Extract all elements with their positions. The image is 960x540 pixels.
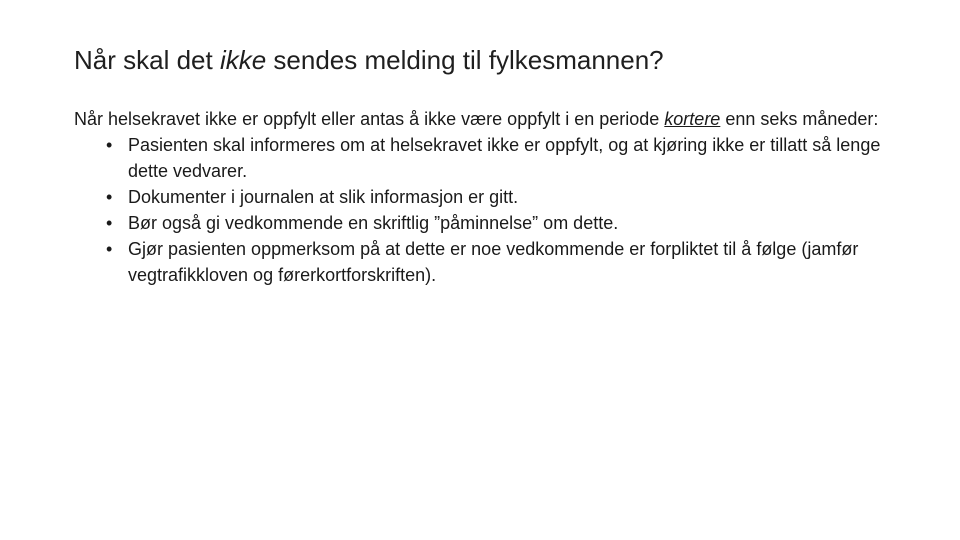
bullet-icon: • xyxy=(106,213,113,233)
slide-title xyxy=(74,42,914,78)
bullet-text: Dokumenter i journalen at slik informasjon er gitt. xyxy=(128,187,519,207)
bullet-text: Bør også gi vedkommende en skriftlig ”påminnelse” om dette. xyxy=(128,213,619,233)
intro-emphasis: kortere xyxy=(664,109,721,129)
bullet-item xyxy=(104,184,904,210)
bullet-item xyxy=(104,210,904,236)
intro-text-start: Når helsekravet ikke er oppfylt eller antas å ikke være oppfylt i en periode xyxy=(74,109,665,129)
intro-paragraph xyxy=(74,106,904,132)
bullet-text: Gjør pasienten oppmerksom på at dette er noe vedkommende er forpliktet til å følge (jamfør vegtrafikkloven og førerkortforskriften). xyxy=(128,239,859,285)
bullet-item xyxy=(104,132,904,184)
bullet-icon: • xyxy=(106,135,113,155)
title-text-end: sendes melding til fylkesmannen? xyxy=(266,45,664,75)
bullet-text: Pasienten skal informeres om at helsekravet ikke er oppfylt, og at kjøring ikke er tillatt så lenge dette vedvarer. xyxy=(128,135,881,181)
bullet-icon: • xyxy=(106,187,113,207)
bullet-item xyxy=(104,236,904,288)
title-emphasis: ikke xyxy=(219,45,267,75)
slide-body xyxy=(74,106,904,288)
bullet-icon: • xyxy=(106,239,113,259)
bullet-list xyxy=(74,132,904,288)
intro-text-end: enn seks måneder: xyxy=(720,109,879,129)
title-text-start: Når skal det xyxy=(74,45,220,75)
